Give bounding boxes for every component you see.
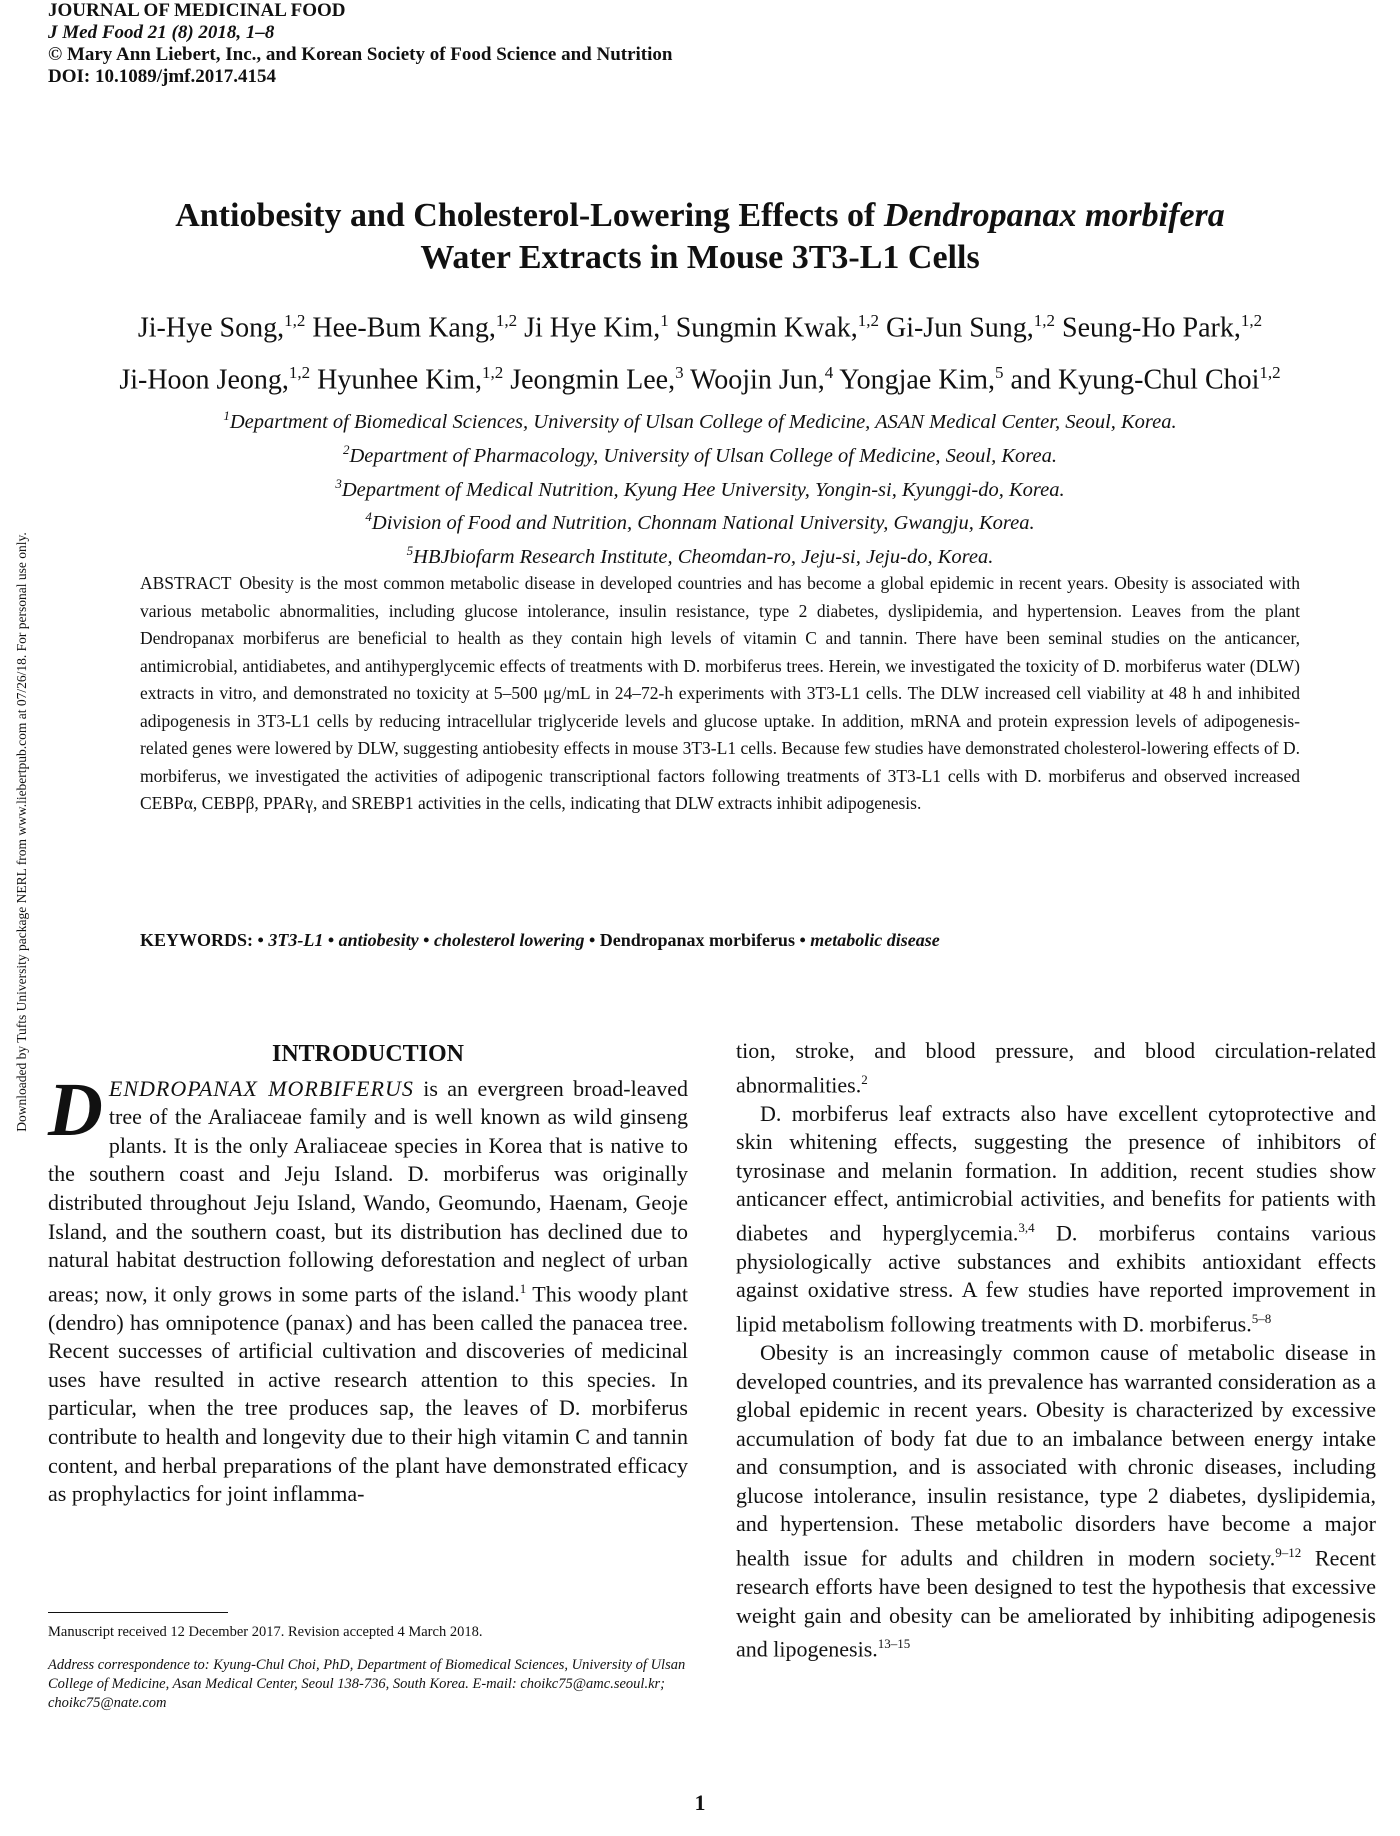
author-name: Gi-Jun Sung,	[885, 312, 1034, 344]
affiliation	[0, 537, 1400, 571]
author-affiliation-sup: 4	[824, 363, 834, 383]
abstract	[140, 570, 1300, 818]
author-affiliation-sup: 3	[675, 363, 684, 383]
author-name: Seung-Ho Park,	[1062, 312, 1241, 344]
abstract-text: Obesity is the most common metabolic disease in developed countries and has become a global epidemic in recent years. Obesity is associated with various metabolic abnormalities, including glucose intolerance, insulin resistance, type 2 diabetes, dyslipidemia, and hypertension. Leaves from the plant Dendropanax morbiferus are beneficial to health as they contain high levels of vitamin C and tannin. There have been seminal studies on the anticancer, antimicrobial, antidiabetes, and antihyperglycemic effects of treatments with D. morbiferus trees. Herein, we investigated the toxicity of D. morbiferus water (DLW) extracts in vitro, and demonstrated no toxicity at 5–500 μg/mL in 24–72-h experiments with 3T3-L1 cells. The DLW increased cell viability at 48 h and inhibited adipogenesis in 3T3-L1 cells by reducing intracellular triglyceride levels and glucose uptake. In addition, mRNA and protein expression levels of adipogenesis-related genes were lowered by DLW, suggesting antiobesity effects in mouse 3T3-L1 cells. Because few studies have demonstrated cholesterol-lowering effects of D. morbiferus, we investigated the activities of adipogenic transcriptional factors following treatments of 3T3-L1 cells with D. morbiferus and observed increased CEBPα, CEBPβ, PPARγ, and SREBP1 activities in the cells, indicating that DLW extracts inhibit adipogenesis.	[140, 573, 1300, 813]
ref-sup: 9–12	[1275, 1545, 1302, 1561]
author-name: Jeongmin Lee,	[510, 364, 676, 396]
footnote-received: Manuscript received 12 December 2017. Revision accepted 4 March 2018.	[48, 1624, 483, 1640]
intro-lead: ENDROPANAX MORBIFERUS	[108, 1075, 414, 1101]
footnote-address: Address correspondence to: Kyung-Chul Choi, PhD, Department of Biomedical Sciences, University of Ulsan College of Medicine, Asan Medical Center, Seoul 138-736, South Korea. E-mail: choikc75@amc.seoul.kr; choikc75@nate.com	[48, 1657, 686, 1711]
affiliation-text: Department of Biomedical Sciences, University of Ulsan College of Medicine, ASAN Medical Center, Seoul, Korea.	[229, 410, 1177, 433]
author-name: Hyunhee Kim,	[317, 364, 482, 396]
author-name: Sungmin Kwak,	[675, 312, 858, 344]
para-text: D. morbiferus leaf extracts also have excellent cytoprotective and skin whitening effects, suggesting the presence of inhibitors of tyrosinase and melanin formation. In addition, recent studies show anticancer effect, antimicrobial activities, and benefits for patients with diabetes and hyperglycemia.	[736, 1100, 1376, 1246]
right-para-2	[736, 1339, 1376, 1664]
ref-sup: 2	[861, 1071, 868, 1087]
para-text: Obesity is an increasingly common cause of metabolic disease in developed countries, and its prevalence has warranted consideration as a global epidemic in recent years. Obesity is characterized by excessive accumulation of body fat due to an imbalance between energy intake and consumption, and is associated with chronic diseases, including glucose intolerance, insulin resistance, type 2 diabetes, dyslipidemia, and hypertension. These metabolic disorders have become a major health issue for adults and children in modern society.	[736, 1339, 1376, 1571]
affiliation-text: Department of Pharmacology, University of Ulsan College of Medicine, Seoul, Korea.	[349, 444, 1057, 467]
affiliation-list	[0, 402, 1400, 571]
affiliation	[0, 503, 1400, 537]
affiliation-text: Division of Food and Nutrition, Chonnam National University, Gwangju, Korea.	[371, 512, 1035, 535]
affiliation-number: 4	[365, 509, 372, 525]
affiliation-text: Department of Medical Nutrition, Kyung Hee University, Yongin-si, Kyunggi-do, Korea.	[341, 478, 1065, 501]
affiliation	[0, 436, 1400, 470]
keyword: Dendropanax morbiferus	[599, 930, 795, 950]
journal-citation: J Med Food 21 (8) 2018, 1–8	[48, 22, 275, 43]
affiliation-number: 3	[335, 475, 342, 491]
author-affiliation-sup: 1	[660, 311, 669, 330]
affiliation-number: 5	[406, 543, 414, 559]
author-name: Hee-Bum Kang,	[312, 312, 496, 344]
author-line-1	[0, 298, 1400, 350]
title-line2: Water Extracts in Mouse 3T3-L1 Cells	[420, 239, 980, 276]
section-heading-introduction: INTRODUCTION	[271, 1041, 465, 1067]
footnote-rule	[48, 1612, 228, 1613]
para-text: Recent research efforts have been designed to test the hypothesis that excessive weight gain and obesity can be ameliorated by inhibiting adipogenesis and lipogenesis.	[736, 1545, 1376, 1662]
author-affiliation-sup: 5	[995, 363, 1004, 383]
keyword: antiobesity	[338, 930, 419, 950]
author-affiliation-sup: 1,2	[1240, 311, 1263, 330]
right-column	[736, 1037, 1376, 1664]
keyword: metabolic disease	[810, 930, 940, 950]
author-name: Ji Hye Kim,	[524, 312, 661, 344]
intro-text-cont: This woody plant (dendro) has omnipotence (panax) and has been called the panacea tree. Recent successes of artificial cultivation and discoveries of medicinal uses have resulted in active research attention to this species. In particular, when the tree produces sap, the leaves of D. morbiferus contribute to health and longevity due to their high vitamin C and tannin content, and herbal preparations of the plant have demonstrated efficacy as prophylactics for joint inflamma-	[48, 1281, 689, 1507]
author-affiliation-sup: 1,2	[495, 311, 518, 330]
download-side-note: Downloaded by Tufts University package NERL from www.liebertpub.com at 07/26/18. For personal use only.	[14, 532, 29, 1132]
para-text: tion, stroke, and blood pressure, and blood circulation-related abnormalities.	[736, 1038, 1376, 1097]
right-para-0	[736, 1037, 1376, 1100]
author-name: Ji-Hye Song,	[137, 312, 285, 344]
keywords-label: KEYWORDS:	[140, 930, 254, 950]
author-name: and Kyung-Chul Choi	[1010, 364, 1260, 396]
author-name: Woojin Jun,	[690, 364, 825, 396]
author-affiliation-sup: 1,2	[1259, 363, 1281, 383]
affiliation-text: HBJbiofarm Research Institute, Cheomdan-ro, Jeju-si, Jeju-do, Korea.	[413, 546, 994, 569]
journal-name: JOURNAL OF MEDICINAL FOOD	[48, 0, 346, 21]
author-name: Ji-Hoon Jeong,	[119, 364, 289, 396]
affiliation-number: 1	[223, 408, 230, 423]
author-line-2	[0, 350, 1400, 402]
affiliation	[0, 402, 1400, 436]
drop-cap: D	[48, 1067, 103, 1152]
left-column	[48, 1040, 688, 1509]
affiliation	[0, 470, 1400, 504]
author-affiliation-sup: 1,2	[288, 363, 311, 383]
author-affiliation-sup: 1,2	[857, 311, 879, 330]
abstract-label: ABSTRACT	[140, 573, 232, 593]
affiliation-number: 2	[342, 441, 350, 457]
article-title	[0, 195, 1400, 279]
journal-header	[48, 0, 672, 88]
footnotes	[48, 1612, 688, 1713]
intro-text: is an evergreen broad-leaved tree of the Araliaceae family and is well known as wild ginseng plants. It is the only Araliaceae species in Korea that is native to the southern coast and Jeju Island. D. morbiferus was originally distributed throughout Jeju Island, Wando, Geomundo, Haenam, Geoje Island, and the southern coast, but its distribution has declined due to natural habitat destruction following deforestation and neglect of urban areas; now, it only grows in some parts of the island.	[48, 1075, 688, 1307]
keyword: cholesterol lowering	[433, 930, 585, 950]
keywords: KEYWORDS: • 3T3-L1 • antiobesity • cholesterol lowering • Dendropanax morbiferus • metabolic disease	[140, 930, 940, 950]
ref-sup: 5–8	[1251, 1311, 1272, 1326]
ref-sup: 3,4	[1018, 1219, 1035, 1235]
keyword: 3T3-L1	[268, 930, 324, 950]
author-affiliation-sup: 1,2	[481, 363, 504, 383]
para-text: D. morbiferus contains various physiologically active substances and exhibits antioxidant effects against oxidative stress. A few studies have reported improvement in lipid metabolism following treatments with D. morbiferus.	[736, 1220, 1377, 1337]
right-para-1	[736, 1100, 1376, 1339]
author-affiliation-sup: 1,2	[1033, 311, 1056, 330]
title-line1: Antiobesity and Cholesterol-Lowering Effects of	[175, 197, 884, 234]
copyright-line: © Mary Ann Liebert, Inc., and Korean Society of Food Science and Nutrition	[48, 44, 673, 65]
author-name: Yongjae Kim,	[839, 364, 996, 396]
ref-sup: 13–15	[877, 1636, 911, 1652]
author-list	[0, 298, 1400, 403]
ref-sup: 1	[519, 1280, 527, 1296]
page-number: 1	[694, 1790, 706, 1815]
intro-paragraph	[48, 1067, 689, 1509]
author-affiliation-sup: 1,2	[284, 311, 306, 330]
title-species: Dendropanax morbifera	[883, 197, 1225, 234]
doi-line[interactable]: DOI: 10.1089/jmf.2017.4154	[48, 66, 276, 87]
